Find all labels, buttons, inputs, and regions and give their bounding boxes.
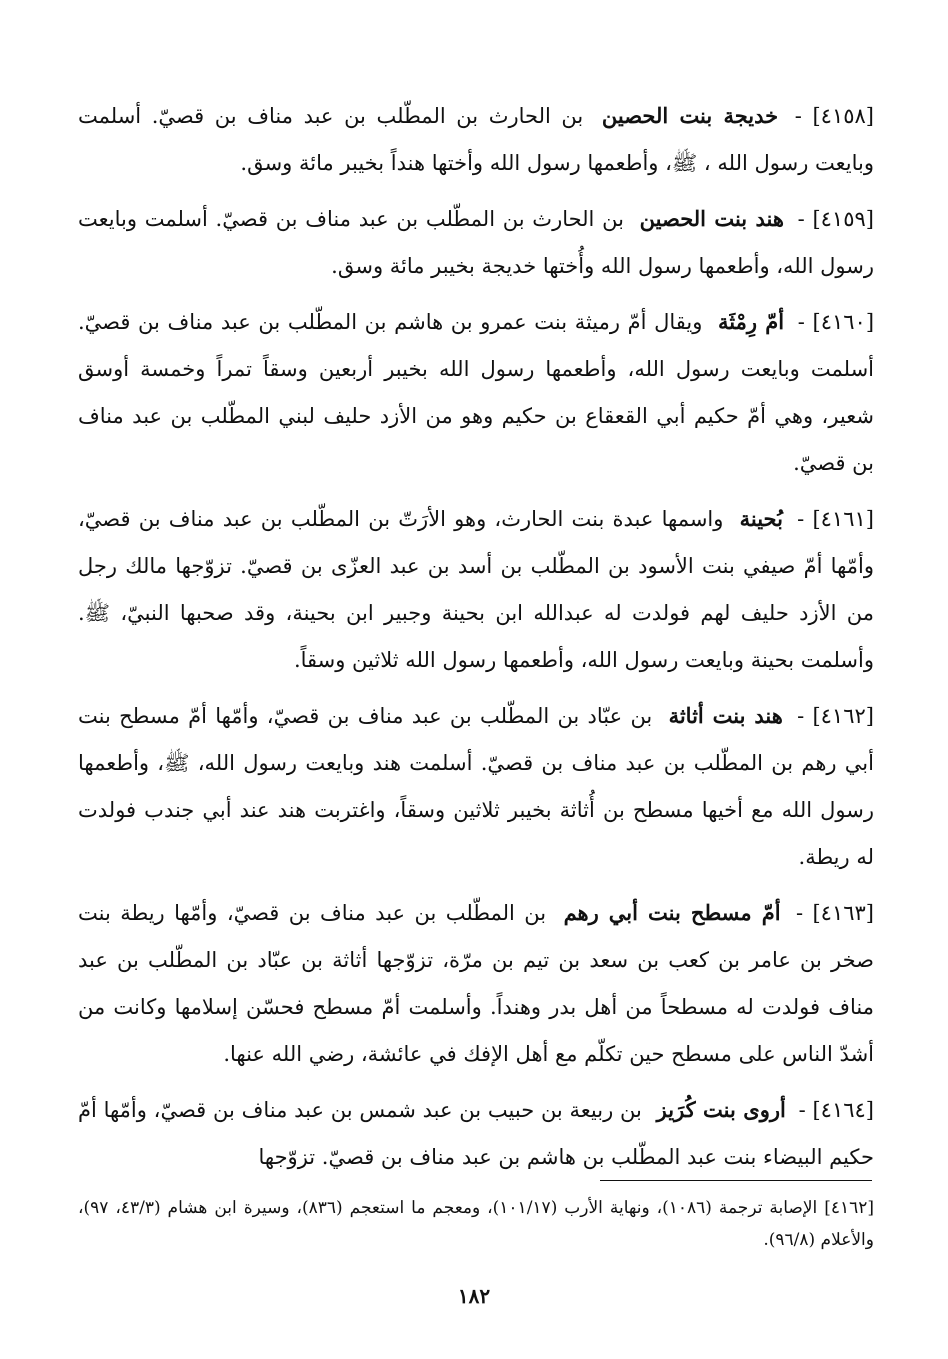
footnote-divider — [600, 1180, 872, 1181]
entry-name: أمّ رِمْثَة — [718, 309, 785, 334]
entry-4163 — [78, 889, 874, 1078]
entry-name: بُحينة — [739, 506, 783, 531]
entry-number: [٤١٥٨] - — [794, 104, 874, 128]
entry-4161 — [78, 495, 874, 684]
entry-text: بن الحارث بن المطّلب بن عبد مناف بن قصيّ. أسلمت وبايعت رسول الله، وأطعمها رسول الله وأُختها خديجة بخيبر مائة وسق. — [78, 207, 874, 278]
entry-number: [٤١٦٢] - — [797, 704, 874, 728]
entry-text: بن الحارث بن المطّلب بن عبد مناف بن قصيّ. أسلمت وبايعت رسول الله ، ﷺ، وأطعمها رسول الله وأختها هنداً بخيبر مائة وسق. — [78, 104, 874, 175]
page-body — [78, 92, 874, 1189]
entry-number: [٤١٦٠] - — [797, 310, 875, 334]
entry-name: أمّ مسطح بنت أبي رهم — [563, 900, 781, 925]
entry-4162 — [78, 692, 874, 881]
entry-number: [٤١٦٤] - — [798, 1098, 874, 1122]
entry-number: [٤١٦١] - — [797, 507, 874, 531]
footnote: [٤١٦٢] الإصابة ترجمة (١٠٨٦)، ونهاية الأرب (١٠١/١٧)، ومعجم ما استعجم (٨٣٦)، وسيرة ابن هشام (٤٣/٣، ٩٧)، والأعلام (٩٦/٨). — [78, 1198, 875, 1250]
entry-4158 — [78, 92, 874, 187]
entry-name: أروى بنت كُرَيز — [656, 1097, 786, 1122]
entry-text: بن المطّلب بن عبد مناف بن قصيّ، وأمّها ريطة بنت صخر بن عامر بن كعب بن سعد بن تيم بن مرّة، تزوّجها أثاثة بن عبّاد بن المطّلب بن عبد مناف فولدت له مسطحاً من أهل بدر وهنداً. وأسلمت أمّ مسطح فحسّن إسلامها وكانت من أشدّ الناس على مسطح حين تكلّم مع أهل الإفك في عائشة، رضي الله عنها. — [78, 901, 874, 1066]
entry-name: هند بنت الحصين — [639, 206, 784, 231]
entry-4159 — [78, 195, 874, 290]
entry-number: [٤١٦٣] - — [795, 901, 874, 925]
entry-name: هند بنت أثاثة — [668, 703, 783, 728]
entry-text: بن ربيعة بن حبيب بن عبد شمس بن عبد مناف بن قصيّ، وأمّها أمّ حكيم البيضاء بنت عبد المطّلب بن هاشم بن عبد مناف بن قصيّ. تزوّجها — [78, 1098, 874, 1169]
entry-name: خديجة بنت الحصين — [601, 103, 779, 128]
entry-4164 — [78, 1086, 874, 1181]
entry-text: ويقال أمّ رميثة بنت عمرو بن هاشم بن المطّلب بن عبد مناف بن قصيّ. أسلمت وبايعت رسول الله، وأطعمها رسول الله بخيبر أربعين وسقاً تمراً وخمسة أوسق شعير، وهي أمّ حكيم أبي القعقاع بن حكيم وهو من الأزد حليف لبني المطّلب بن عبد مناف بن قصيّ. — [78, 310, 874, 475]
entry-number: [٤١٥٩] - — [797, 207, 874, 231]
entry-text: بن عبّاد بن المطّلب بن عبد مناف بن قصيّ، وأمّها أمّ مسطح بنت أبي رهم بن المطّلب بن عبد مناف بن قصيّ. أسلمت هند وبايعت رسول الله، ﷺ، وأطعمها رسول الله مع أخيها مسطح بن أُثاثة بخيبر ثلاثين وسقاً، واغتربت هند عند أبي جندب فولدت له ريطة. — [78, 704, 874, 869]
entry-text: واسمها عبدة بنت الحارث، وهو الأرَتّ بن المطّلب بن عبد مناف بن قصيّ، وأمّها أمّ صيفي بنت الأسود بن المطّلب بن أسد بن عبد العزّى بن قصيّ. تزوّجها مالك رجل من الأزد حليف لهم فولدت له عبدالله ابن بحينة وجبير ابن بحينة، وقد صحبها النبيّ، ﷺ. وأسلمت بحينة وبايعت رسول الله، وأطعمها رسول الله ثلاثين وسقاً. — [78, 507, 874, 672]
page-number: ١٨٢ — [457, 1284, 491, 1308]
entry-4160 — [78, 298, 874, 487]
